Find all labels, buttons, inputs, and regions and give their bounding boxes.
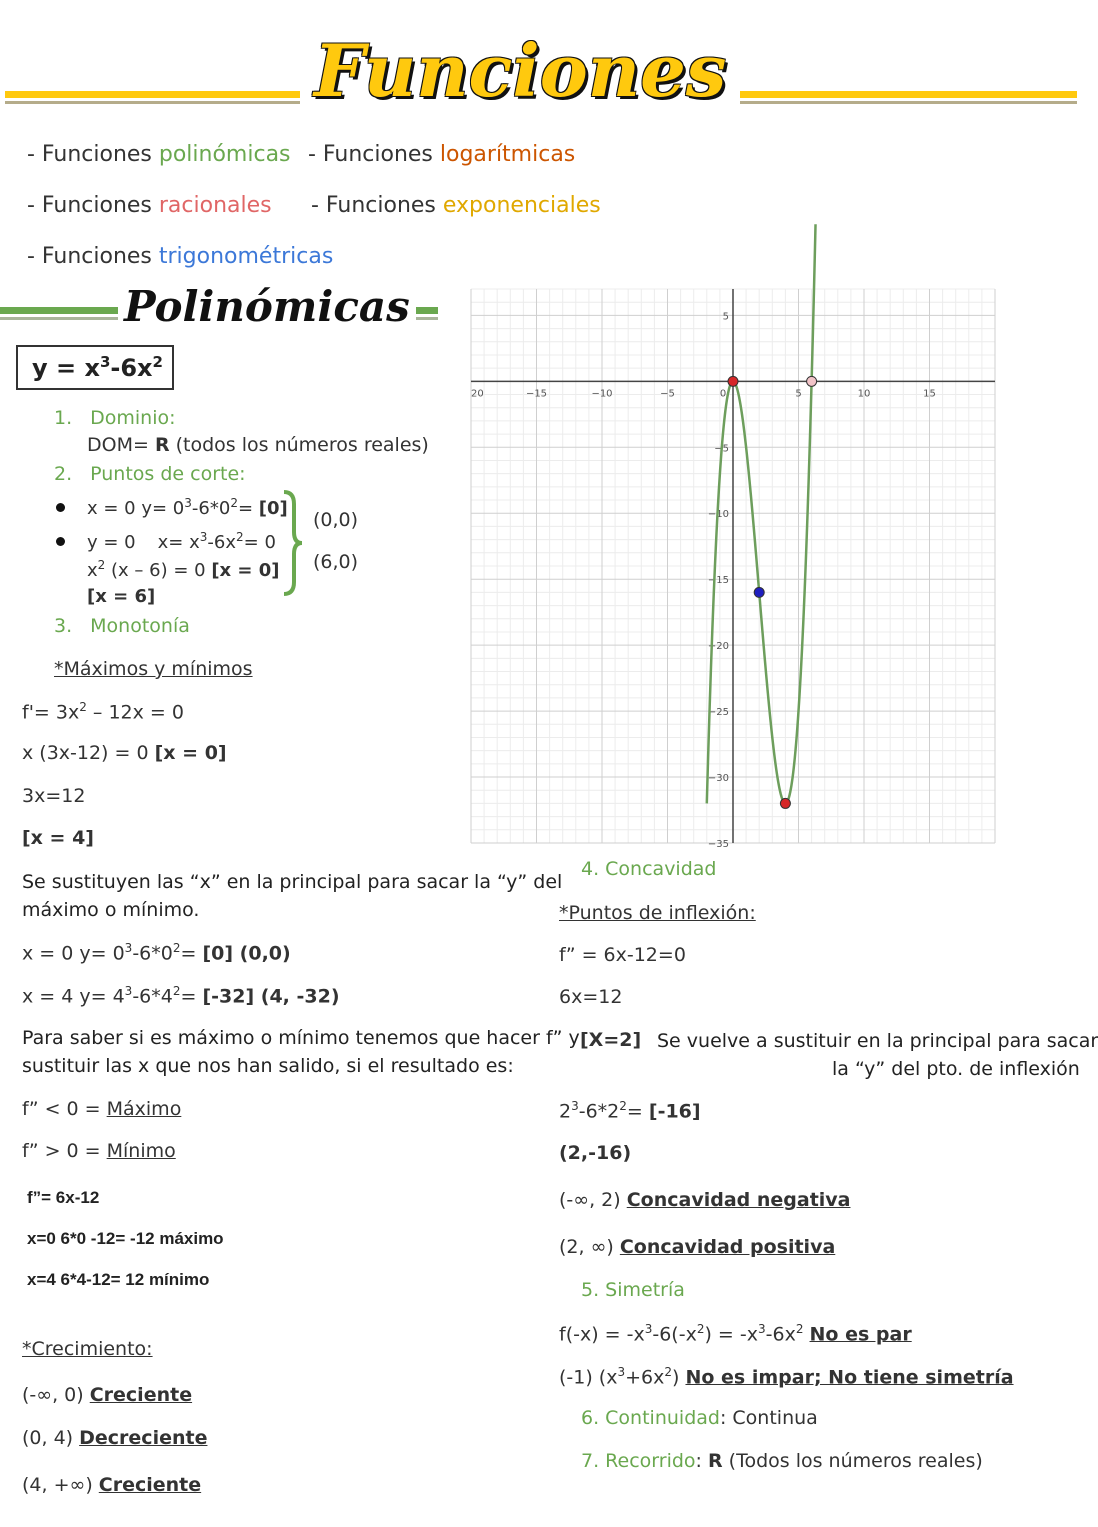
cut1-b: 3 [184, 496, 192, 510]
s2-title: Puntos de corte: [90, 463, 246, 485]
r4-f: [-16] [648, 1100, 701, 1123]
cut3-b: 2 [97, 558, 106, 572]
c2-a: (0, 4) [22, 1427, 80, 1449]
fpos-b: Mínimo [106, 1140, 176, 1162]
list-item-racionales [27, 193, 272, 218]
y-tick-label: −35 [707, 839, 729, 850]
e1-b: 3 [124, 941, 133, 955]
d2-a: x (3x-12) = 0 [22, 742, 155, 764]
d1-a: f'= 3x [22, 701, 80, 724]
maxmin-heading [54, 658, 253, 680]
cut1-d: 2 [230, 496, 238, 510]
s7-c: R [707, 1450, 723, 1472]
cut2-c: 3 [199, 530, 208, 544]
r8-f: 3 [757, 1322, 766, 1336]
list-item-polinomicas [27, 142, 291, 167]
r3-note-2: la “y” del pto. de inflexión [832, 1058, 1080, 1080]
r4-b: 3 [571, 1099, 579, 1113]
list-word: trigonométricas [158, 244, 334, 269]
sub-text-1: Se sustituyen las “x” en la principal para sacar la “y” del [22, 871, 563, 893]
r3-note-1: Se vuelve a sustituir en la principal para sacar [657, 1030, 1098, 1052]
sub-text-2: máximo o mínimo. [22, 899, 200, 921]
r4-e: = [626, 1100, 649, 1123]
eval-line-2 [22, 984, 340, 1007]
e1-d: 2 [172, 941, 181, 955]
x-tick-label: 20 [471, 388, 484, 400]
page-title: Funciones [300, 28, 740, 113]
s7-d: (Todos los números reales) [722, 1450, 983, 1472]
function-graph [471, 289, 995, 850]
r8-a: f(-x) = -x [559, 1323, 645, 1346]
x-tick-label: 10 [857, 388, 871, 400]
crec-line-1 [22, 1384, 192, 1406]
f2-line: f”= 6x-12 [27, 1188, 100, 1207]
r6-a: (-∞, 2) [559, 1189, 627, 1211]
c1-b: Creciente [89, 1384, 193, 1406]
list-item-logaritmicas [308, 142, 575, 167]
d2-b: [x = 0] [154, 742, 227, 764]
f-pos-line [22, 1140, 176, 1162]
x-tick-label: 0 [719, 388, 727, 400]
dom-post: (todos los números reales) [169, 434, 429, 456]
cut3-d: [x = 0] [211, 560, 280, 581]
crec-text: *Crecimiento: [22, 1338, 153, 1360]
r5-line: (2,-16) [559, 1142, 632, 1164]
cut2-e: 2 [236, 530, 244, 544]
e2-e: = [180, 985, 203, 1008]
crec-line-2 [22, 1427, 207, 1449]
d1-b: 2 [79, 700, 87, 714]
s6-b: : Continua [719, 1407, 818, 1429]
fneg-a: f” < 0 = [22, 1098, 107, 1120]
r9-e: ) [672, 1366, 686, 1389]
green-brace [280, 490, 304, 596]
r9-line [559, 1365, 1014, 1388]
y-tick-label: −30 [707, 773, 729, 785]
deriv-line-3: 3x=12 [22, 785, 86, 807]
section-title: Polinómicas [118, 282, 416, 331]
r6-line [559, 1189, 851, 1211]
list-prefix: - Funciones [27, 193, 159, 218]
y-tick-label: −15 [707, 575, 729, 587]
cut-point-1: (0,0) [313, 509, 359, 531]
c2-b: Decreciente [79, 1427, 208, 1449]
cut2-d: -6x [207, 532, 236, 553]
s6-line [581, 1407, 818, 1429]
s7-line [581, 1450, 983, 1472]
s3-title: Monotonía [90, 615, 190, 637]
r6-b: Concavidad negativa [626, 1189, 851, 1211]
r4-c: -6*2 [578, 1100, 620, 1123]
x-tick-label: −5 [660, 388, 675, 400]
s3-num: 3. [54, 615, 73, 637]
c3-b: Creciente [98, 1474, 202, 1496]
y-tick-label: −25 [707, 707, 729, 719]
e2-c: -6*4 [132, 985, 173, 1008]
r8-j: No es par [809, 1323, 912, 1346]
cut2-a: y = 0 [87, 532, 136, 553]
e2-d: 2 [172, 984, 181, 998]
dom-pre: DOM= [87, 434, 155, 456]
e1-e: = [180, 942, 203, 965]
graph-point [754, 587, 764, 597]
eq-base: y = x [32, 354, 100, 382]
list-word: racionales [158, 193, 272, 218]
r7-a: (2, ∞) [559, 1236, 620, 1258]
cut-line-1 [87, 496, 288, 519]
cut2-b: x= x [157, 532, 200, 553]
s4-heading: 4. Concavidad [581, 858, 717, 880]
s7-b: : [695, 1450, 708, 1472]
r7-line [559, 1236, 835, 1258]
r9-c: +6x [625, 1366, 665, 1389]
r8-d: 2 [696, 1322, 705, 1336]
r1-line: f” = 6x-12=0 [559, 944, 686, 966]
equation-box [16, 345, 174, 390]
fneg-b: Máximo [106, 1098, 182, 1120]
r8-b: 3 [644, 1322, 653, 1336]
deriv-line-2 [22, 742, 227, 764]
y-tick-label: −10 [707, 509, 729, 521]
s6-a: 6. Continuidad [581, 1407, 720, 1429]
s1-title: Dominio: [90, 407, 176, 429]
e1-a: x = 0 y= 0 [22, 942, 125, 965]
r9-b: 3 [617, 1365, 626, 1379]
y-tick-label: 5 [722, 311, 729, 323]
cut-line-2 [87, 530, 276, 553]
eq-exp1: 3 [99, 353, 111, 371]
x-tick-label: −15 [525, 388, 548, 400]
eq-mid: -6x [110, 354, 153, 382]
pinf-text: *Puntos de inflexión: [559, 902, 756, 924]
eval-line-1 [22, 941, 291, 964]
cut1-f: [0] [258, 498, 288, 519]
y-tick-label: −5 [714, 443, 729, 455]
cut-line-4: [x = 6] [87, 586, 156, 607]
maxmin-text: *Máximos y mínimos [54, 658, 253, 680]
s3-heading [54, 615, 190, 637]
list-prefix: - Funciones [27, 244, 159, 269]
pinf-heading [559, 902, 756, 924]
e1-f: [0] (0,0) [202, 942, 291, 965]
graph-point [807, 376, 817, 386]
r8-e: ) = -x [704, 1323, 758, 1346]
eq-exp2: 2 [152, 353, 163, 371]
r8-g: -6x [765, 1323, 796, 1346]
list-prefix: - Funciones [311, 193, 443, 218]
d1-c: – 12x = 0 [86, 701, 184, 724]
r2-line: 6x=12 [559, 986, 623, 1008]
r8-h: 2 [795, 1322, 804, 1336]
c1-a: (-∞, 0) [22, 1384, 90, 1406]
para-text-1: Para saber si es máximo o mínimo tenemos que hacer f” y [22, 1027, 580, 1049]
list-word: logarítmicas [439, 142, 576, 167]
s2-heading [54, 463, 246, 485]
r4-a: 2 [559, 1100, 572, 1123]
cut-point-2: (6,0) [313, 551, 359, 573]
list-word: exponenciales [442, 193, 601, 218]
list-prefix: - Funciones [27, 142, 159, 167]
cut3-a: x [87, 560, 98, 581]
cut3-c: (x – 6) = 0 [105, 560, 212, 581]
r9-a: (-1) (x [559, 1366, 618, 1389]
graph-point [728, 376, 738, 386]
dom-r: R [154, 434, 170, 456]
c3-a: (4, +∞) [22, 1474, 99, 1496]
deriv-line-4: [x = 4] [22, 827, 94, 849]
r3-line: [X=2] [580, 1029, 642, 1051]
list-item-exponenciales [311, 193, 601, 218]
y-tick-label: −20 [707, 641, 729, 653]
list-item-trigonometricas [27, 244, 333, 269]
crec-heading [22, 1338, 153, 1360]
s2-num: 2. [54, 463, 73, 485]
r4-d: 2 [619, 1099, 627, 1113]
x-tick-label: 15 [923, 388, 936, 400]
cut-line-3 [87, 558, 280, 581]
r9-d: 2 [664, 1365, 673, 1379]
cut1-e: = [237, 498, 259, 519]
s5-heading: 5. Simetría [581, 1279, 685, 1301]
para-text-2: sustituir las x que nos han salido, si el resultado es: [22, 1055, 514, 1077]
cut2-f: = 0 [243, 532, 276, 553]
f2x4-line: x=4 6*4-12= 12 mínimo [27, 1270, 210, 1289]
f-neg-line [22, 1098, 181, 1120]
deriv-line-1 [22, 700, 184, 723]
x-tick-label: 5 [795, 388, 802, 400]
s1-num: 1. [54, 407, 73, 429]
e2-a: x = 4 y= 4 [22, 985, 125, 1008]
r9-f: No es impar; No tiene simetría [685, 1366, 1014, 1389]
e2-f: [-32] (4, -32) [202, 985, 340, 1008]
s1-heading [54, 407, 176, 429]
dom-line [87, 434, 429, 456]
crec-line-3 [22, 1474, 201, 1496]
s7-a: 7. Recorrido [581, 1450, 696, 1472]
graph-point [780, 798, 790, 808]
x-tick-label: −10 [591, 388, 613, 400]
f2x0-line: x=0 6*0 -12= -12 máximo [27, 1229, 224, 1248]
r4-line [559, 1099, 701, 1122]
list-word: polinómicas [158, 142, 291, 167]
cut1-c: -6*0 [191, 498, 231, 519]
e1-c: -6*0 [132, 942, 173, 965]
e2-b: 3 [124, 984, 133, 998]
r7-b: Concavidad positiva [619, 1236, 836, 1258]
list-prefix: - Funciones [308, 142, 440, 167]
fpos-a: f” > 0 = [22, 1140, 107, 1162]
r8-c: -6(-x [652, 1323, 697, 1346]
r8-line [559, 1322, 912, 1345]
bullet-1 [56, 503, 65, 512]
bullet-2 [56, 537, 65, 546]
cut1-a: x = 0 y= 0 [87, 498, 185, 519]
